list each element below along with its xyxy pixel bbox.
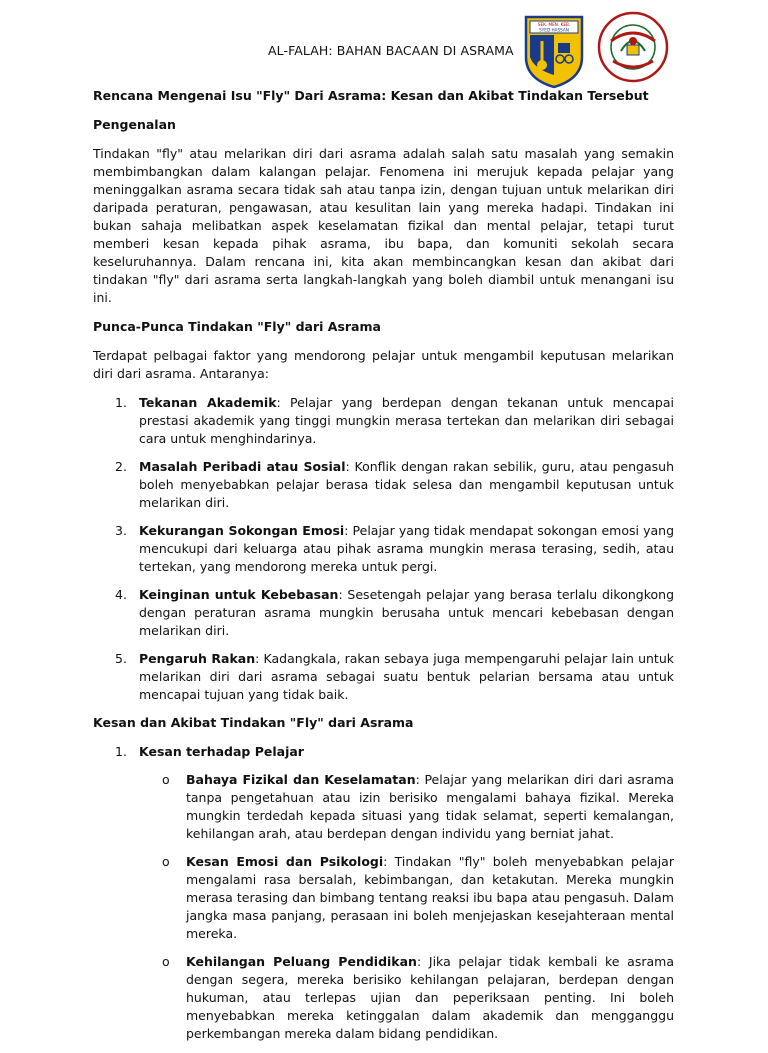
effects-heading: Kesan dan Akibat Tindakan "Fly" dari Asrama bbox=[93, 715, 414, 730]
list-item-text: : Pelajar yang tidak mendapat sokongan emosi yang mencukupi dari keluarga atau pihak asrama mungkin merasa terasing, sedih, atau tertekan, yang mendorong mereka untuk pergi. bbox=[139, 523, 674, 574]
list-item-term: Kekurangan Sokongan Emosi bbox=[139, 523, 345, 538]
document-title: Rencana Mengenai Isu "Fly" Dari Asrama: Kesan dan Akibat Tindakan Tersebut bbox=[93, 88, 649, 103]
svg-text:SEK. MEN. KEB.: SEK. MEN. KEB. bbox=[537, 22, 571, 27]
list-item-text: : Konflik dengan rakan sebilik, guru, atau pengasuh boleh menyebabkan pelajar berasa tidak selesa dan mengambil keputusan untuk melarikan diri. bbox=[139, 459, 675, 510]
intro-paragraph: Tindakan "fly" atau melarikan diri dari asrama adalah salah satu masalah yang semakin membimbangkan dalam kalangan pelajar. Fenomena ini merujuk kepada pelajar yang meninggalkan asrama secara tidak sah atau tanpa izin, dengan tujuan untuk melarikan diri daripada peraturan, pengawasan, atau kesulitan lain yang mereka hadapi. Tindakan ini bukan sahaja melibatkan aspek keselamatan fizikal dan mental pelajar, tetapi turut memberi kesan kepada pihak asrama, ibu bapa, dan komuniti sekolah secara keseluruhannya. Dalam rencana ini, kita akan membincangkan kesan dan akibat dari tindakan "fly" dari asrama serta langkah-langkah yang boleh diambil untuk menangani isu ini. bbox=[93, 146, 674, 305]
list-item-term: Tekanan Akademik bbox=[139, 395, 277, 410]
causes-heading: Punca-Punca Tindakan "Fly" dari Asrama bbox=[93, 319, 381, 334]
sports-school-seal-logo bbox=[597, 11, 669, 83]
intro-heading: Pengenalan bbox=[93, 117, 176, 132]
list-item: o Kehilangan Peluang Pendidikan: Jika pelajar tidak kembali ke asrama dengan segera, mereka berisiko kehilangan pelajaran, berdepan dengan hukuman, atau terlepas ujian dan peperiksaan penting. Ini boleh menyebabkan mereka ketinggalan dalam akademik dan mengganggu perkembangan mereka dalam bidang pendidikan. bbox=[162, 954, 674, 1041]
list-item-term: Kehilangan Peluang Pendidikan bbox=[186, 954, 417, 969]
document-body bbox=[93, 87, 674, 1053]
list-item: o Bahaya Fizikal dan Keselamatan: Pelajar yang melarikan diri dari asrama tanpa pengetahuan atau izin berisiko mengalami bahaya fizikal. Mereka mungkin terdedah kepada situasi yang tidak selamat, seperti kemalangan, kehilangan arah, atau berdepan dengan individu yang berniat jahat. bbox=[162, 772, 674, 841]
list-item-text: : Jika pelajar tidak kembali ke asrama dengan segera, mereka berisiko kehilangan pelajaran, berdepan dengan hukuman, atau terlepas ujian dan peperiksaan penting. Ini boleh menyebabkan mereka ketinggalan dalam akademik dan mengganggu perkembangan mereka dalam bidang pendidikan. bbox=[186, 954, 674, 1041]
list-item-term: Bahaya Fizikal dan Keselamatan bbox=[186, 772, 416, 787]
list-item-term: Pengaruh Rakan bbox=[139, 651, 256, 666]
effects-list bbox=[93, 771, 674, 1043]
list-item-text: : Sesetengah pelajar yang berasa terlalu dikongkong dengan peraturan asrama mungkin berusaha untuk mencari kebebasan dengan melarikan diri. bbox=[139, 587, 675, 638]
causes-list bbox=[93, 394, 674, 704]
list-item-text: : Pelajar yang melarikan diri dari asrama tanpa pengetahuan atau izin berisiko mengalami bahaya fizikal. Mereka mungkin terdedah kepada situasi yang tidak selamat, seperti kemalangan, kehilangan arah, atau berdepan dengan individu yang berniat jahat. bbox=[186, 772, 674, 841]
list-item-term: Kesan Emosi dan Psikologi bbox=[186, 854, 384, 869]
list-item: 5. Pengaruh Rakan: Kadangkala, rakan sebaya juga mempengaruhi pelajar lain untuk melarikan diri dari asrama sebagai suatu bentuk pelarian bersama atau untuk mencapai tujuan yang tidak baik. bbox=[115, 651, 674, 702]
svg-text:SYED HASSAN: SYED HASSAN bbox=[539, 27, 569, 33]
causes-intro-paragraph: Terdapat pelbagai faktor yang mendorong pelajar untuk mengambil keputusan melarikan diri dari asrama. Antaranya: bbox=[93, 348, 674, 381]
page-header-title: AL-FALAH: BAHAN BACAAN DI ASRAMA bbox=[268, 43, 514, 58]
list-item: 1. Tekanan Akademik: Pelajar yang berdepan dengan tekanan untuk mencapai prestasi akademik yang tinggi mungkin merasa tertekan dan melarikan diri sebagai cara untuk menghindarinya. bbox=[115, 395, 674, 446]
effects-subheading: 1. Kesan terhadap Pelajar bbox=[115, 744, 304, 759]
list-item: 4. Keinginan untuk Kebebasan: Sesetengah pelajar yang berasa terlalu dikongkong dengan peraturan asrama mungkin berusaha untuk mencari kebebasan dengan melarikan diri. bbox=[115, 587, 675, 638]
list-item-text: : Kadangkala, rakan sebaya juga mempengaruhi pelajar lain untuk melarikan diri dari asrama sebagai suatu bentuk pelarian bersama atau untuk mencapai tujuan yang tidak baik. bbox=[139, 651, 674, 702]
list-item-term: Masalah Peribadi atau Sosial bbox=[139, 459, 346, 474]
list-item-text: : Tindakan "fly" boleh menyebabkan pelajar mengalami rasa bersalah, kebimbangan, dan ketakutan. Mereka mungkin merasa terasing dan bimbang tentang reaksi ibu bapa atau pengasuh. Dalam jangka masa panjang, perasaan ini boleh menjejaskan kesejahteraan mental mereka. bbox=[186, 854, 674, 941]
list-item: 3. Kekurangan Sokongan Emosi: Pelajar yang tidak mendapat sokongan emosi yang mencukupi dari keluarga atau pihak asrama mungkin merasa terasing, sedih, atau tertekan, yang mendorong mereka untuk pergi. bbox=[115, 523, 674, 574]
list-item: 2. Masalah Peribadi atau Sosial: Konflik dengan rakan sebilik, guru, atau pengasuh boleh menyebabkan pelajar berasa tidak selesa dan mengambil keputusan untuk melarikan diri. bbox=[115, 459, 675, 510]
list-item-text: : Pelajar yang berdepan dengan tekanan untuk mencapai prestasi akademik yang tinggi mungkin merasa tertekan dan melarikan diri sebagai cara untuk menghindarinya. bbox=[139, 395, 674, 446]
list-item-term: Keinginan untuk Kebebasan bbox=[139, 587, 339, 602]
list-item: o Kesan Emosi dan Psikologi: Tindakan "fly" boleh menyebabkan pelajar mengalami rasa bersalah, kebimbangan, dan ketakutan. Mereka mungkin merasa terasing dan bimbang tentang reaksi ibu bapa atau pengasuh. Dalam jangka masa panjang, perasaan ini boleh menjejaskan kesejahteraan mental mereka. bbox=[162, 854, 674, 941]
school-crest-logo bbox=[522, 13, 586, 89]
